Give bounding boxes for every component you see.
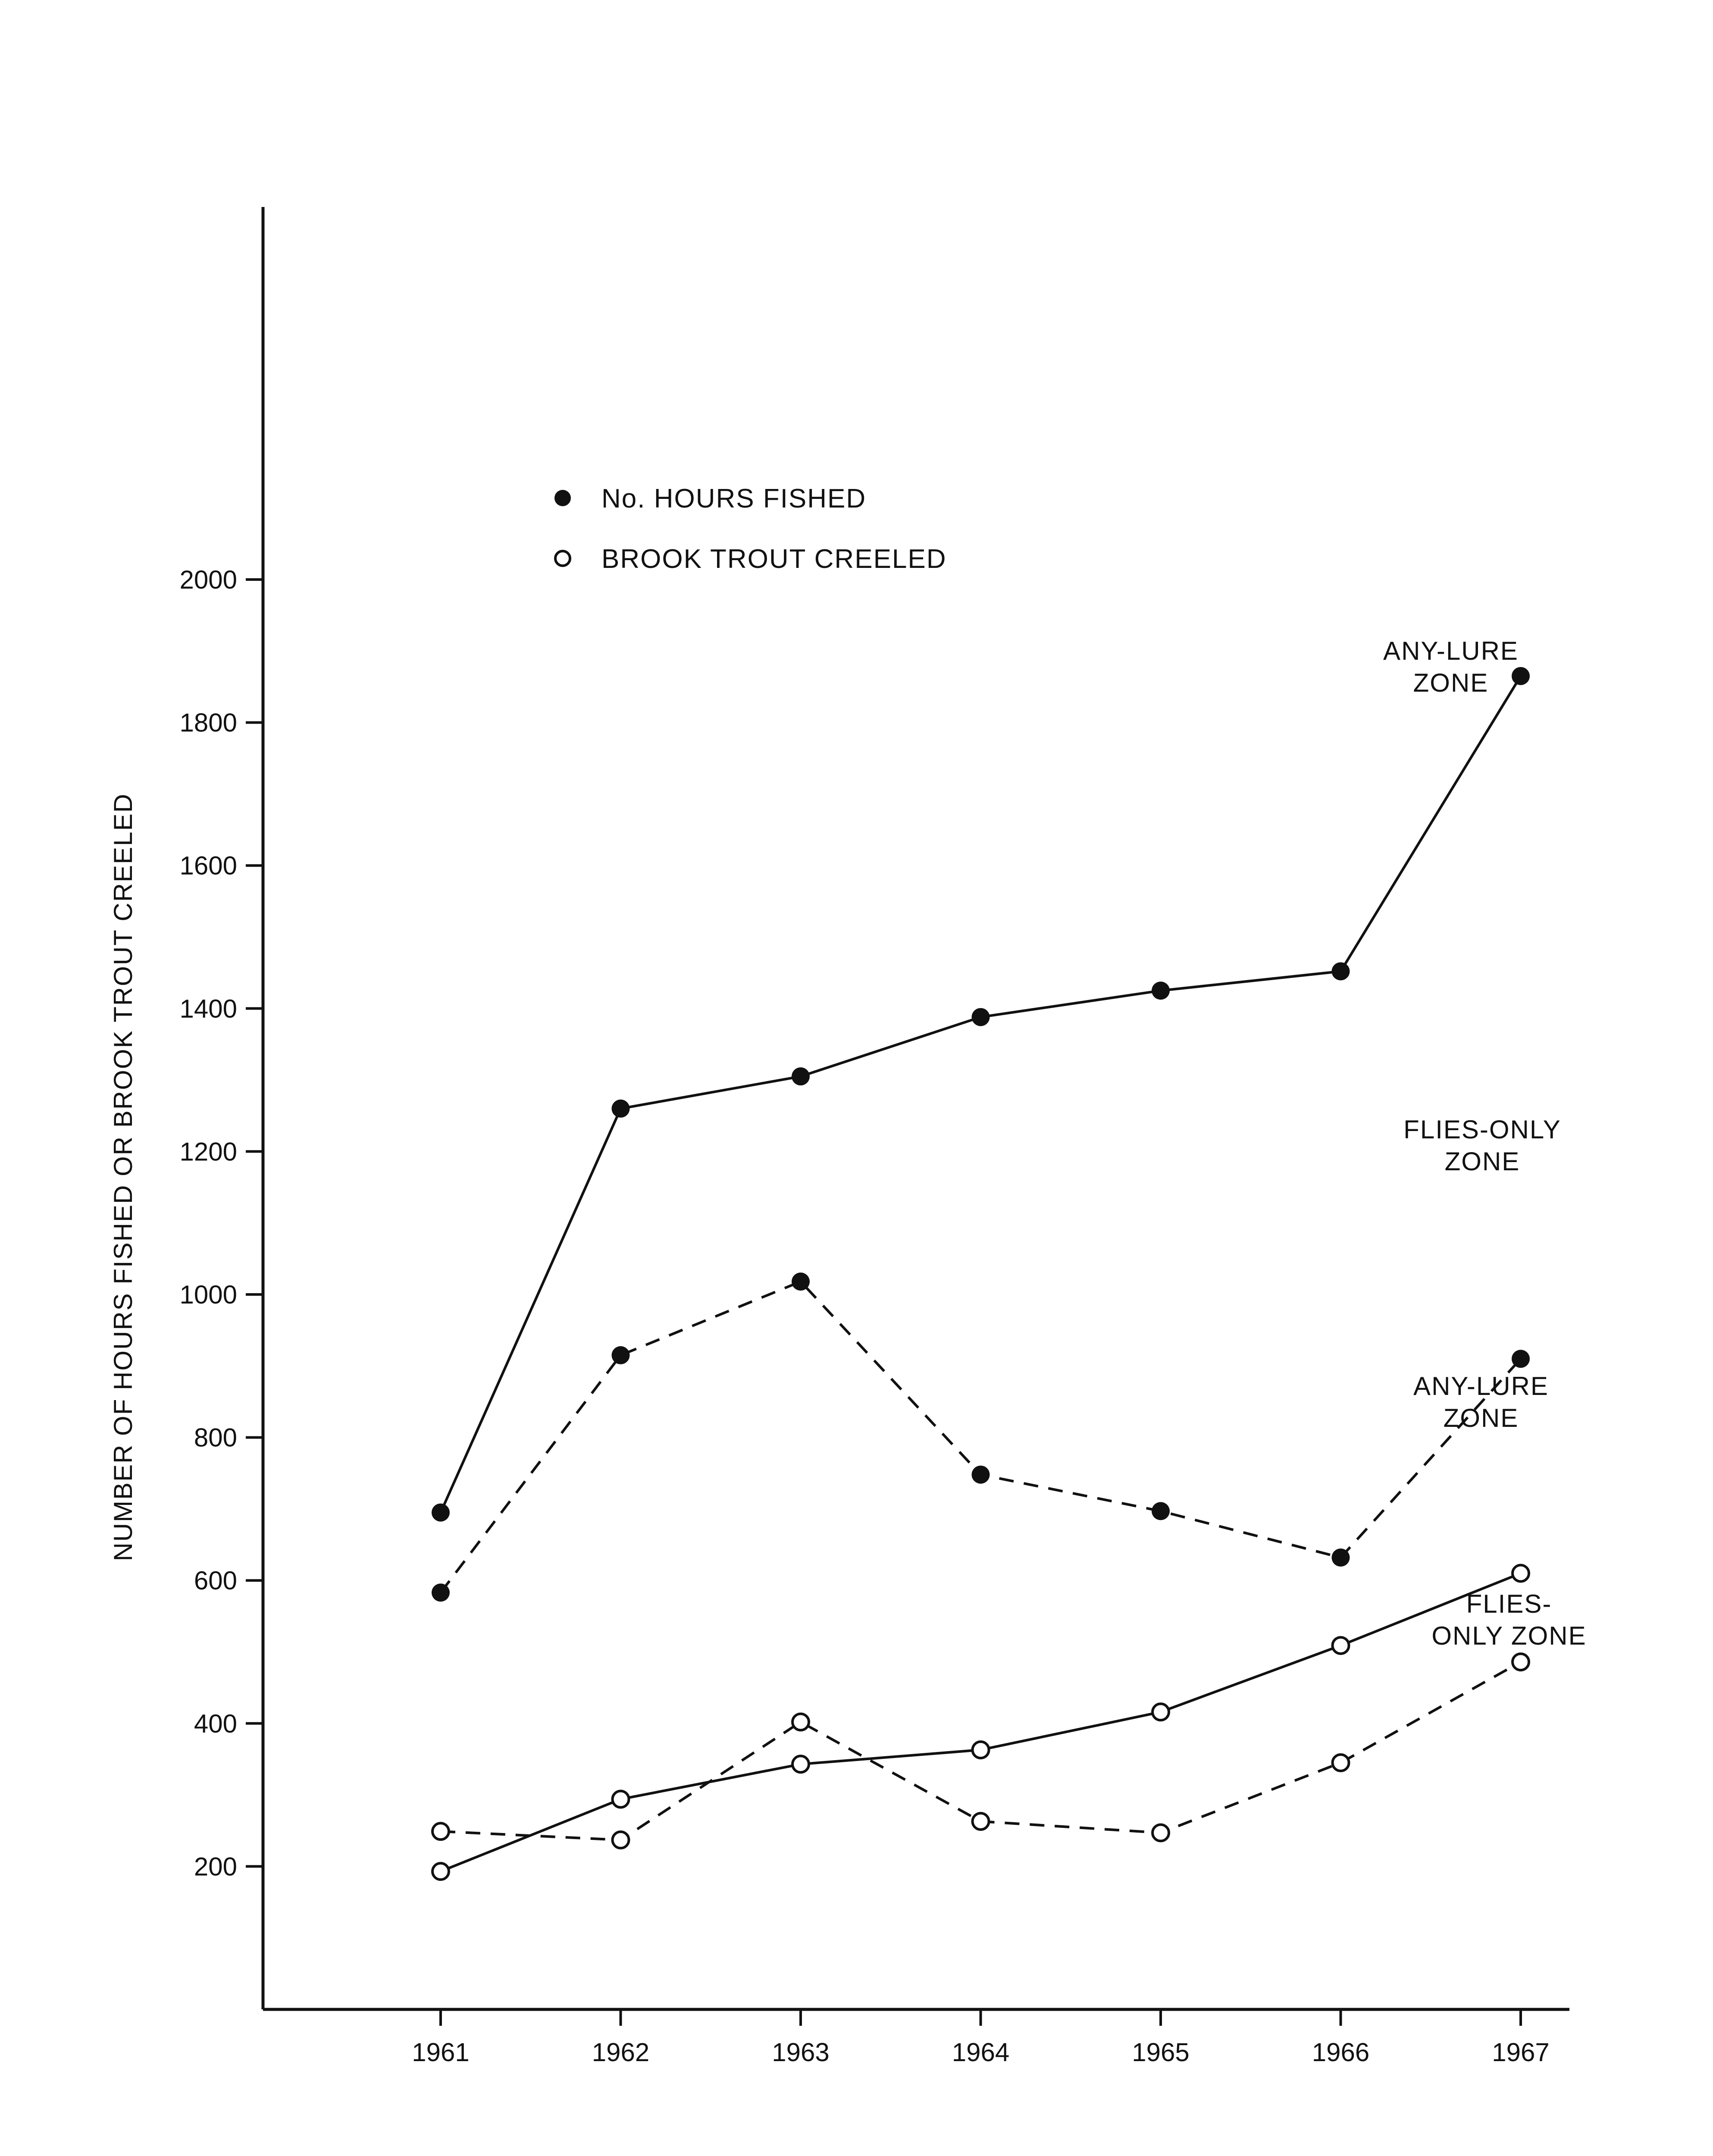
y-tick-label: 800 (194, 1423, 237, 1452)
data-point (972, 1008, 990, 1026)
data-point (1152, 1704, 1169, 1720)
data-point (792, 1714, 809, 1730)
legend-marker (554, 490, 571, 506)
zone-annotation (1403, 1115, 1561, 1176)
data-point (432, 1863, 449, 1880)
data-point (1332, 962, 1350, 981)
data-point (432, 1504, 450, 1522)
x-tick-label: 1967 (1492, 2038, 1550, 2067)
y-tick-label: 400 (194, 1709, 237, 1738)
x-tick-label: 1964 (952, 2038, 1010, 2067)
legend-marker (555, 551, 570, 566)
series-line (441, 1282, 1521, 1592)
x-tick-label: 1962 (592, 2038, 650, 2067)
x-tick-label: 1965 (1132, 2038, 1190, 2067)
data-point (1513, 1565, 1529, 1582)
zone-annotation-line: FLIES- (1466, 1589, 1552, 1618)
data-point (973, 1813, 989, 1830)
data-point (613, 1832, 629, 1848)
series-line (441, 676, 1521, 1513)
data-point (1152, 981, 1170, 1000)
y-tick-label: 600 (194, 1566, 237, 1595)
zone-annotation-line: FLIES-ONLY (1403, 1115, 1561, 1144)
series-2 (432, 1565, 1529, 1880)
x-tick-label: 1963 (772, 2038, 830, 2067)
data-point (1152, 1502, 1170, 1520)
legend (554, 484, 947, 574)
zone-annotation-line: ZONE (1413, 668, 1489, 697)
x-tick-label: 1966 (1312, 2038, 1370, 2067)
y-tick-label: 200 (194, 1852, 237, 1881)
data-point (972, 1466, 990, 1484)
y-tick-label: 1000 (179, 1280, 237, 1309)
data-point (792, 1756, 809, 1772)
zone-annotation-line: ZONE (1444, 1147, 1520, 1176)
data-point (432, 1823, 449, 1839)
y-axis-label: NUMBER OF HOURS FISHED OR BROOK TROUT CREELED (109, 793, 138, 1561)
data-point (432, 1583, 450, 1601)
data-point (792, 1067, 810, 1085)
data-point (973, 1742, 989, 1758)
zone-annotation-line: ZONE (1443, 1404, 1519, 1432)
y-tick-label: 1800 (179, 708, 237, 737)
x-axis-ticks (412, 2009, 1549, 2067)
data-point (612, 1100, 630, 1118)
zone-annotation-line: ANY-LURE (1413, 1372, 1549, 1401)
series-layer (432, 667, 1530, 1880)
data-point (792, 1272, 810, 1291)
y-tick-label: 1200 (179, 1137, 237, 1166)
series-0 (432, 667, 1530, 1522)
data-point (1333, 1755, 1349, 1771)
zone-annotation-line: ANY-LURE (1383, 636, 1519, 665)
legend-label: BROOK TROUT CREELED (601, 544, 947, 574)
zone-annotation (1383, 636, 1519, 697)
data-point (1333, 1637, 1349, 1654)
data-point (613, 1791, 629, 1808)
series-1 (432, 1272, 1530, 1601)
legend-label: No. HOURS FISHED (601, 484, 867, 514)
y-tick-label: 1600 (179, 851, 237, 881)
data-point (1512, 1350, 1530, 1368)
data-point (612, 1346, 630, 1364)
data-point (1152, 1824, 1169, 1841)
x-tick-label: 1961 (412, 2038, 470, 2067)
annotations (1383, 636, 1587, 1650)
y-tick-label: 2000 (179, 565, 237, 594)
y-tick-label: 1400 (179, 994, 237, 1023)
zone-annotation-line: ONLY ZONE (1431, 1621, 1587, 1650)
y-axis-ticks (180, 565, 263, 1881)
axes (263, 207, 1569, 2009)
data-point (1512, 667, 1530, 685)
data-point (1513, 1654, 1529, 1670)
data-point (1332, 1548, 1350, 1567)
